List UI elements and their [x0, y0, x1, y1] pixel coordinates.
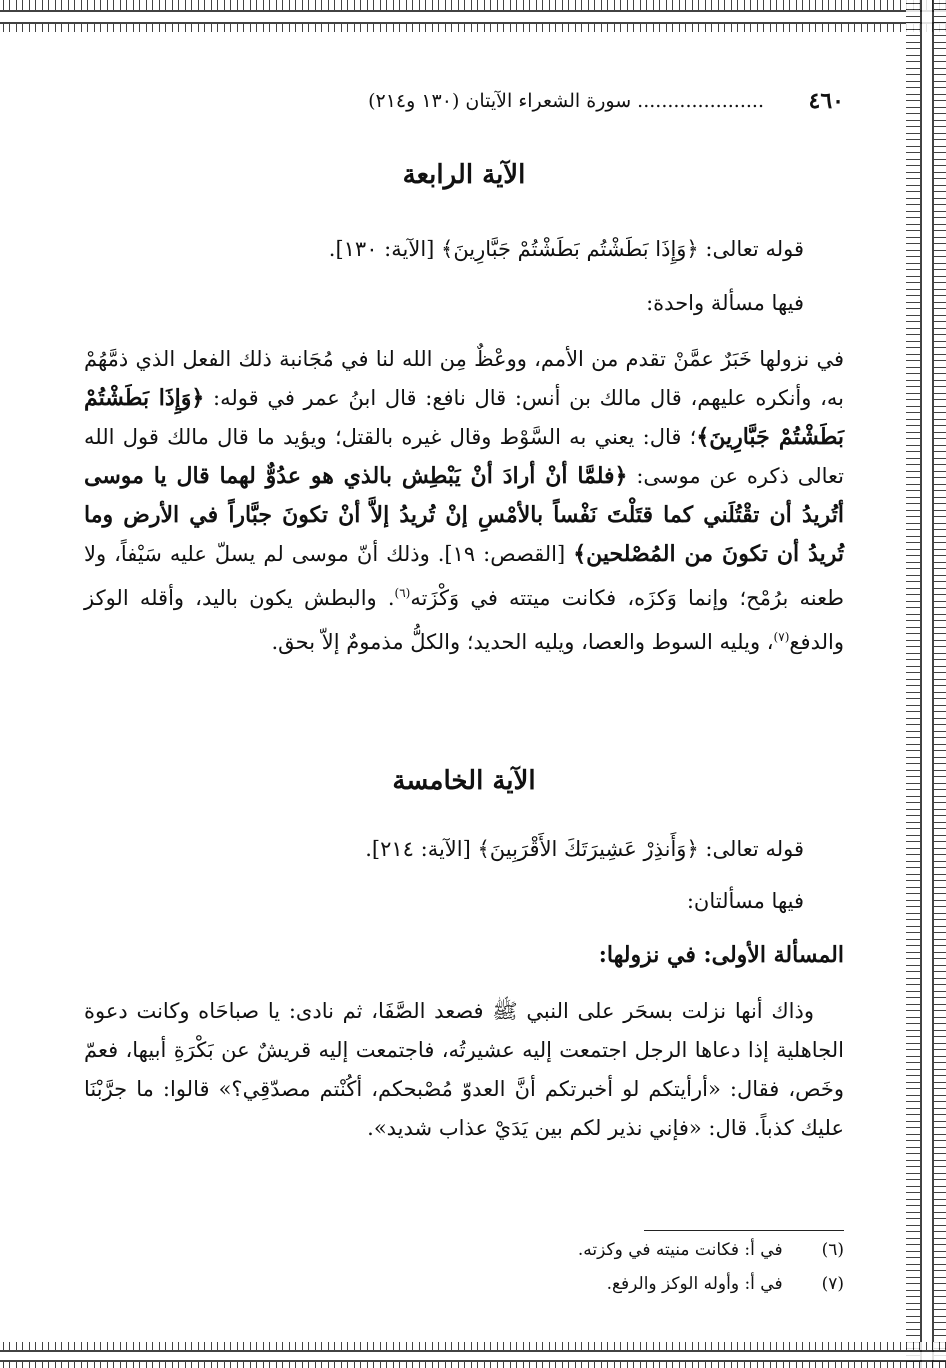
- bottom-border-ornament: [0, 1342, 946, 1368]
- top-border-ornament: [0, 0, 946, 32]
- running-title-line: [368, 90, 764, 112]
- footnote-ref-6: (٦): [394, 586, 411, 600]
- page-header: [84, 88, 844, 128]
- footnote-number: (٧): [821, 1274, 844, 1294]
- body-text-2: ؛ قال: يعني به السَّوْط وقال غيره بالقتل؛ ويؤيد ما قال مالك قول الله تعالى ذكره عن موسى:: [84, 425, 844, 488]
- body-text-4: . والبطش يكون باليد، وأقله الوكز والدفع: [84, 586, 844, 654]
- footnote-7: [84, 1274, 844, 1294]
- quran-verse-2: ﴿فلمَّا أنْ أرادَ أنْ يَبْطِش بالذي هو عدُوٌّ لهما قال يا موسى أتُريدُ أن تقْتُلَني كما قتَلْتَ نَفْساً بالأمْسِ إنْ تُريدُ إلاَّ أنْ تكونَ جبَّاراً في الأرض وما تُريدُ أن تكونَ من المُصْلحين﴾: [84, 463, 844, 567]
- quran-verse-1: ﴿وَإِذَا بَطَشْتُمْ بَطَشْتُمْ جَبَّارِينَ﴾: [84, 385, 844, 450]
- running-title: سورة الشعراء الآيتان (١٣٠ و٢١٤): [368, 90, 632, 112]
- section-heading-4: الآية الرابعة: [402, 160, 526, 190]
- page-number: ٤٦٠: [808, 88, 844, 114]
- section-heading-5: الآية الخامسة: [392, 766, 536, 796]
- body-text-1: في نزولها خَبَرٌ عمَّنْ تقدم من الأمم، ووعْظٌ مِن الله لنا في مُجَانبة ذلك الفعل الذي ذمَّهُمْ به، وأنكره عليهم، قال مالك بن أنس: قال نافع: قال ابنُ عمر في قوله:: [84, 347, 844, 410]
- footnote-6: [84, 1240, 844, 1260]
- issue-count-4: فيها مسألة واحدة:: [646, 291, 804, 315]
- body-paragraph-4: [84, 340, 844, 662]
- footnote-number: (٦): [821, 1240, 844, 1260]
- issue-heading: المسألة الأولى: في نزولها:: [598, 942, 844, 968]
- footnote-divider: [644, 1230, 844, 1231]
- verse-line-5: قوله تعالى: ﴿وَأَنذِرْ عَشِيرَتَكَ الأَقْرَبِينَ﴾ [الآية: ٢١٤].: [365, 837, 804, 861]
- body-paragraph-5: وذاك أنها نزلت بسحَر على النبي ﷺ فصعد الصَّفَا، ثم نادى: يا صباحَاه وكانت دعوة الجاهلية إذا دعاها الرجل اجتمعت إليه عشيرتُه، فاجتمعت إليه قريشٌ عن بَكْرَةِ أبيها، فعمّ وخَص، فقال: «أرأيتكم لو أخبرتكم أنَّ العدوّ مُصْبحكم، أكُنْتم مصدّقِي؟» قالوا: ما جرَّبْنَا عليك كذباً. قال: «فإني نذير لكم بين يَدَيْ عذاب شديد».: [84, 999, 844, 1140]
- footnote-text: في أ: وأوله الوكز والرفع.: [606, 1274, 783, 1294]
- right-border-ornament: [906, 0, 946, 1368]
- page-content: [84, 78, 844, 1328]
- verse-line-4: قوله تعالى: ﴿وَإِذَا بَطَشْتُم بَطَشْتُمْ جَبَّارِينَ﴾ [الآية: ١٣٠].: [328, 237, 804, 261]
- footnote-text: في أ: فكانت منيته في وكزته.: [577, 1240, 783, 1260]
- body-text-3: [القصص: ١٩]. وذلك أنّ موسى لم يسلّ عليه سَيْفاً، ولا طعنه برُمْح؛ وإنما وَكزَه، فكانت ميتته في وَكْزَته: [84, 542, 844, 610]
- body-text-5: ، ويليه السوط والعصا، ويليه الحديد؛ والكلُّ مذمومٌ إلاّ بحق.: [271, 630, 774, 654]
- issue-count-5: فيها مسألتان:: [686, 889, 804, 913]
- header-leader-dots: .....................: [637, 90, 764, 112]
- footnote-ref-7: (٧): [773, 630, 790, 644]
